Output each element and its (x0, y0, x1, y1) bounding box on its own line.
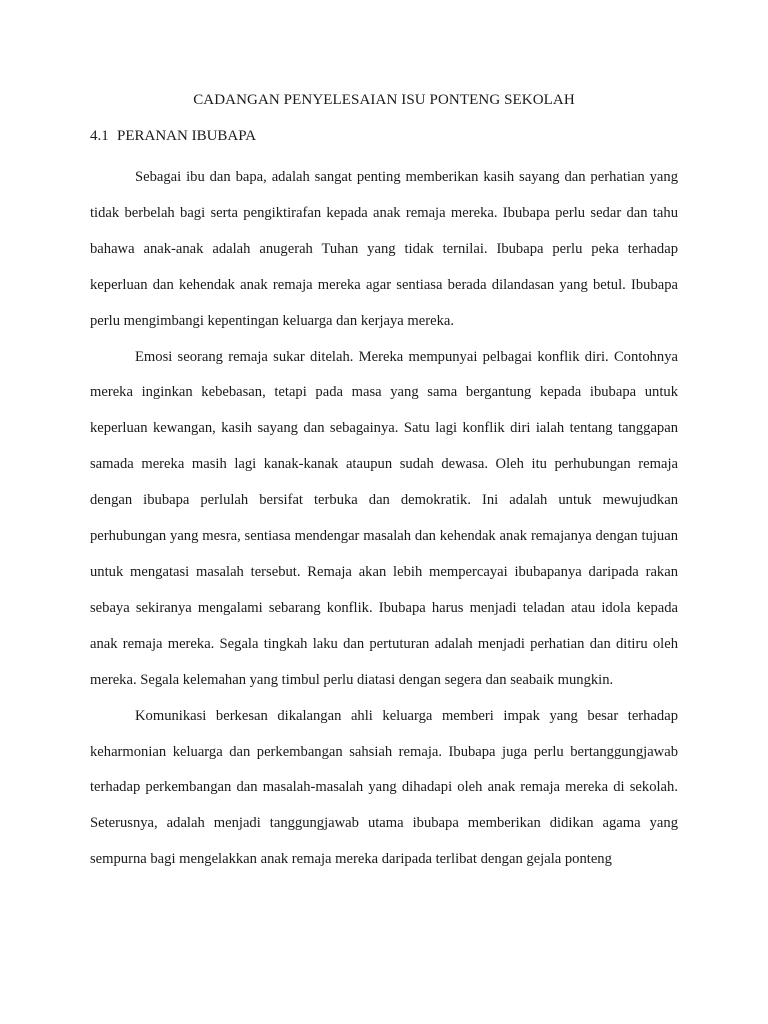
section-heading (90, 128, 256, 145)
paragraph-2: Emosi seorang remaja sukar ditelah. Mereka mempunyai pelbagai konflik diri. Contohnya mereka inginkan kebebasan, tetapi pada masa yang sama bergantung kepada ibubapa untuk keperluan kewangan, kasih sayang dan sebagainya. Satu lagi konflik diri ialah tentang tanggapan samada mereka masih lagi kanak-kanak ataupun sudah dewasa. Oleh itu perhubungan remaja dengan ibubapa perlulah bersifat terbuka dan demokratik. Ini adalah untuk mewujudkan perhubungan yang mesra, sentiasa mendengar masalah dan kehendak anak remajanya dengan tujuan untuk mengatasi masalah tersebut. Remaja akan lebih mempercayai ibubapanya daripada rakan sebaya sekiranya mengalami sebarang konflik. Ibubapa harus menjadi teladan atau idola kepada anak remaja mereka. Segala tingkah laku dan pertuturan adalah menjadi perhatian dan ditiru oleh mereka. Segala kelemahan yang timbul perlu diatasi dengan segera dan seabaik mungkin. (90, 348, 678, 688)
paragraph-1: Sebagai ibu dan bapa, adalah sangat penting memberikan kasih sayang dan perhatian yang tidak berbelah bagi serta pengiktirafan kepada anak remaja mereka. Ibubapa perlu sedar dan tahu bahawa anak-anak adalah anugerah Tuhan yang tidak ternilai. Ibubapa perlu peka terhadap keperluan dan kehendak anak remaja mereka agar sentiasa berada dilandasan yang betul. Ibubapa perlu mengimbangi kepentingan keluarga dan kerjaya mereka. (90, 169, 678, 329)
document-title: CADANGAN PENYELESAIAN ISU PONTENG SEKOLAH (193, 92, 575, 108)
section-title: PERANAN IBUBAPA (117, 128, 257, 144)
body-text (90, 160, 678, 878)
section-number: 4.1 (90, 128, 109, 144)
paragraph-3: Komunikasi berkesan dikalangan ahli keluarga memberi impak yang besar terhadap keharmonian keluarga dan perkembangan sahsiah remaja. Ibubapa juga perlu bertanggungjawab terhadap perkembangan dan masalah-masalah yang dihadapi oleh anak remaja mereka di sekolah. Seterusnya, adalah menjadi tanggungjawab utama ibubapa memberikan didikan agama yang sempurna bagi mengelakkan anak remaja mereka daripada terlibat dengan gejala ponteng (90, 707, 678, 868)
